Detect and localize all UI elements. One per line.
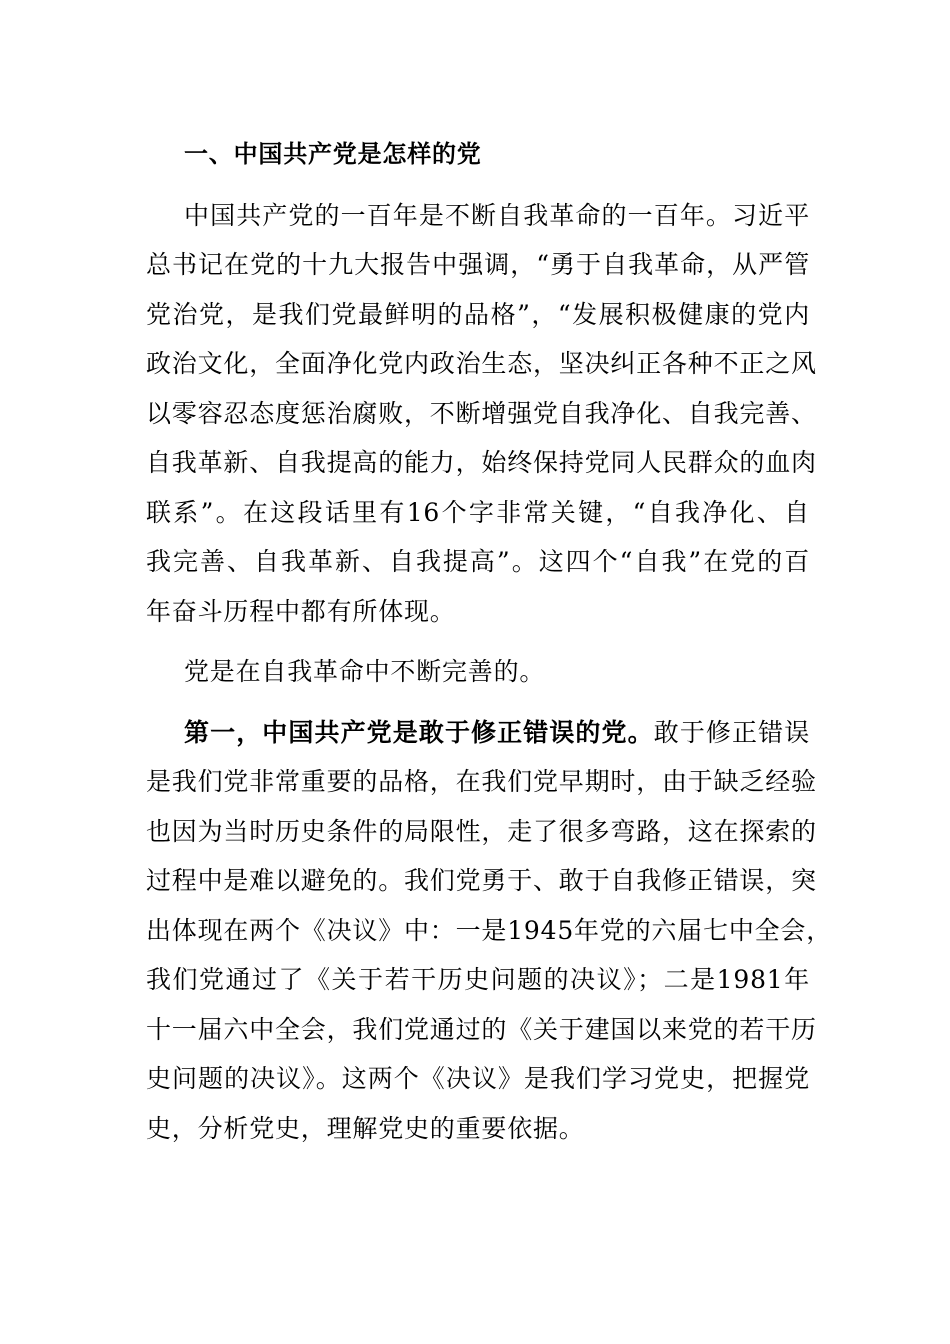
section-heading: 一、中国共产党是怎样的党	[184, 140, 482, 168]
paragraph-1	[146, 191, 817, 637]
paragraph-1-line: 中国共产党的一百年是不断自我革命的一百年。习近平	[184, 200, 810, 230]
paragraph-2-text: 党是在自我革命中不断完善的。	[184, 657, 546, 686]
paragraph-1-line: 联系”。在这段话里有16个字非常关键，“自我净化、自	[146, 497, 810, 527]
paragraph-1-line: 政治文化，全面净化党内政治生态，坚决纠正各种不正之风	[146, 349, 817, 378]
paragraph-1-line: 自我革新、自我提高的能力，始终保持党同人民群众的血肉	[146, 448, 817, 477]
paragraph-3-line: 十一届六中全会，我们党通过的《关于建国以来党的若干历	[146, 1014, 817, 1044]
paragraph-3-lead: 第一，中国共产党是敢于修正错误的党。	[184, 717, 654, 747]
paragraph-3-line: 过程中是难以避免的。我们党勇于、敢于自我修正错误，突	[146, 866, 817, 895]
paragraph-3-line: 出体现在两个《决议》中：一是1945年党的六届七中全会，	[146, 915, 833, 945]
paragraph-1-line: 党治党，是我们党最鲜明的品格”，“发展积极健康的党内	[146, 299, 810, 329]
paragraph-3-line: 史问题的决议》。这两个《决议》是我们学习党史，把握党	[146, 1064, 810, 1093]
paragraph-1-line: 我完善、自我革新、自我提高”。这四个“自我”在党的百	[146, 547, 810, 576]
paragraph-3-line: 史，分析党史，理解党史的重要依据。	[146, 1113, 585, 1143]
paragraph-2	[146, 647, 810, 697]
paragraph-3-line: 也因为当时历史条件的局限性，走了很多弯路，这在探索的	[146, 816, 817, 846]
paragraph-1-line: 年奋斗历程中都有所体现。	[146, 596, 456, 626]
paragraph-1-line: 以零容忍态度惩治腐败，不断增强党自我净化、自我完善、	[146, 398, 817, 428]
paragraph-3-line: 我们党通过了《关于若干历史问题的决议》；二是1981年	[146, 965, 810, 994]
paragraph-3-line: 是我们党非常重要的品格，在我们党早期时，由于缺乏经验	[146, 767, 817, 796]
paragraph-3-first-line-rest: 敢于修正错误	[653, 717, 810, 747]
paragraph-1-line: 总书记在党的十九大报告中强调，“勇于自我革命，从严管	[146, 250, 810, 279]
document-body	[146, 130, 833, 1153]
paragraph-3-first-line	[146, 708, 810, 758]
paragraph-3	[146, 708, 833, 1154]
